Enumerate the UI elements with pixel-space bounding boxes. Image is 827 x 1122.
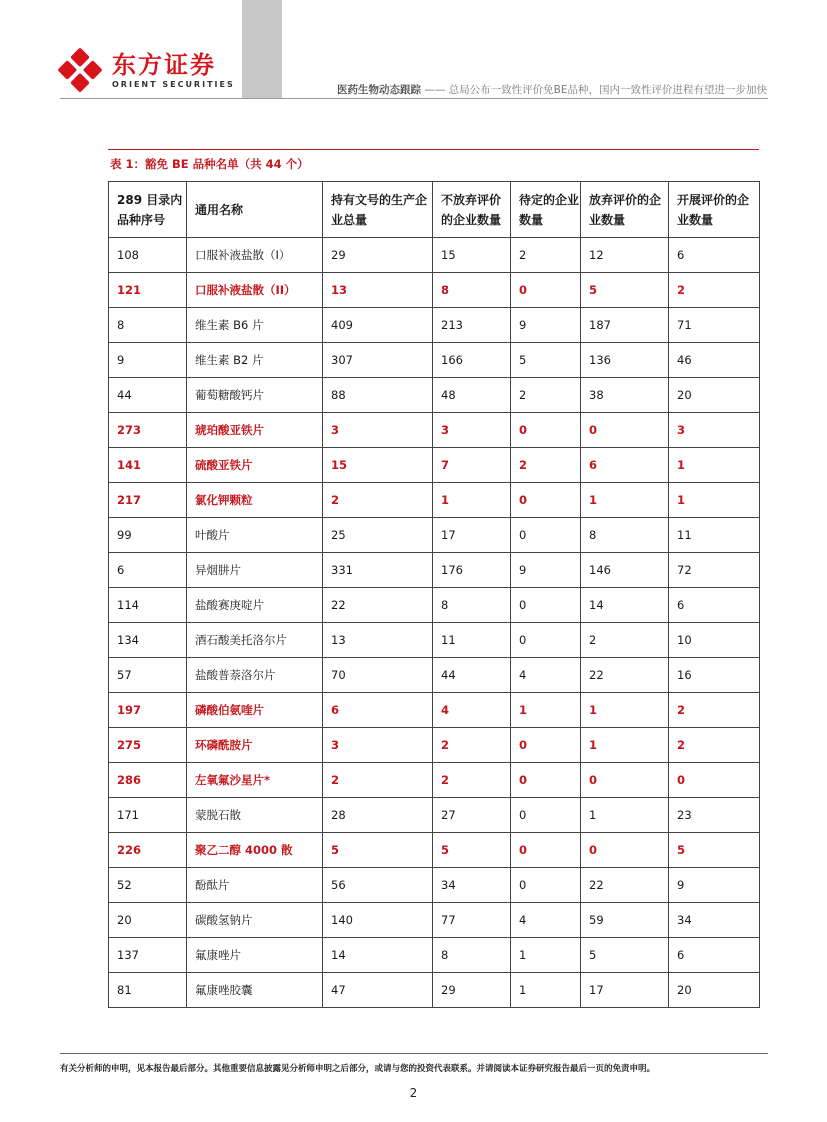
table-row: [109, 623, 760, 658]
page-number: 2: [409, 1086, 418, 1100]
table-cell: 22: [323, 588, 433, 623]
table-cell: 217: [109, 483, 187, 518]
table-cell: 硫酸亚铁片: [187, 448, 323, 483]
table-cell: 23: [669, 798, 760, 833]
table-cell: 121: [109, 273, 187, 308]
table-cell: 25: [323, 518, 433, 553]
table-cell: 13: [323, 623, 433, 658]
table-cell: 口服补液盐散（II）: [187, 273, 323, 308]
table-cell: 59: [581, 903, 669, 938]
table-cell: 1: [581, 483, 669, 518]
table-cell: 酒石酸美托洛尔片: [187, 623, 323, 658]
table-cell: 166: [433, 343, 511, 378]
table-row: [109, 238, 760, 273]
table-cell: 1: [511, 938, 581, 973]
table-cell: 9: [511, 553, 581, 588]
table-cell: 左氧氟沙星片*: [187, 763, 323, 798]
table-cell: 72: [669, 553, 760, 588]
table-cell: 蒙脱石散: [187, 798, 323, 833]
table-cell: 146: [581, 553, 669, 588]
table-cell: 5: [581, 938, 669, 973]
table-row: [109, 308, 760, 343]
table-cell: 20: [109, 903, 187, 938]
table-cell: 6: [669, 938, 760, 973]
table-cell: 81: [109, 973, 187, 1008]
table-cell: 0: [511, 413, 581, 448]
column-header: 待定的企业数量: [511, 182, 581, 238]
table-row: [109, 378, 760, 413]
table-row: [109, 693, 760, 728]
brand-name-en: ORIENT SECURITIES: [112, 79, 235, 89]
table-cell: 2: [669, 693, 760, 728]
table-cell: 52: [109, 868, 187, 903]
table-cell: 29: [433, 973, 511, 1008]
table-cell: 1: [669, 483, 760, 518]
table-cell: 12: [581, 238, 669, 273]
table-cell: 6: [323, 693, 433, 728]
table-cell: 0: [581, 763, 669, 798]
table-cell: 5: [581, 273, 669, 308]
table-cell: 异烟肼片: [187, 553, 323, 588]
table-cell: 2: [669, 728, 760, 763]
table-cell: 2: [511, 378, 581, 413]
table-cell: 11: [433, 623, 511, 658]
orient-logo-icon: [58, 48, 102, 92]
table-cell: 140: [323, 903, 433, 938]
table-cell: 20: [669, 973, 760, 1008]
table-cell: 琥珀酸亚铁片: [187, 413, 323, 448]
table-row: [109, 938, 760, 973]
caption-rule: [108, 149, 759, 150]
table-row: [109, 413, 760, 448]
table-row: [109, 903, 760, 938]
table-cell: 3: [323, 728, 433, 763]
table-cell: 22: [581, 658, 669, 693]
brand-name-cn: 东方证券: [112, 50, 216, 79]
table-cell: 17: [433, 518, 511, 553]
table-cell: 141: [109, 448, 187, 483]
table-cell: 磷酸伯氨喹片: [187, 693, 323, 728]
table-cell: 葡萄糖酸钙片: [187, 378, 323, 413]
report-title: 总局公布一致性评价免BE品种，国内一致性评价进程有望进一步加快: [448, 84, 767, 96]
table-cell: 0: [511, 868, 581, 903]
table-cell: 8: [433, 273, 511, 308]
table-row: [109, 763, 760, 798]
table-cell: 1: [669, 448, 760, 483]
table-cell: 3: [669, 413, 760, 448]
table-cell: 0: [581, 413, 669, 448]
table-cell: 8: [581, 518, 669, 553]
table-cell: 14: [581, 588, 669, 623]
table-cell: 34: [433, 868, 511, 903]
table-row: [109, 868, 760, 903]
table-cell: 114: [109, 588, 187, 623]
table-cell: 氯化钾颗粒: [187, 483, 323, 518]
table-cell: 226: [109, 833, 187, 868]
table-cell: 5: [669, 833, 760, 868]
table-cell: 5: [323, 833, 433, 868]
table-cell: 307: [323, 343, 433, 378]
table-cell: 38: [581, 378, 669, 413]
table-row: [109, 798, 760, 833]
table-cell: 108: [109, 238, 187, 273]
table-cell: 88: [323, 378, 433, 413]
table-cell: 2: [323, 483, 433, 518]
table-cell: 盐酸普萘洛尔片: [187, 658, 323, 693]
table-cell: 99: [109, 518, 187, 553]
table-cell: 0: [581, 833, 669, 868]
table-cell: 71: [669, 308, 760, 343]
table-cell: 17: [581, 973, 669, 1008]
table-cell: 2: [433, 728, 511, 763]
table-cell: 77: [433, 903, 511, 938]
table-cell: 9: [669, 868, 760, 903]
table-cell: 1: [581, 798, 669, 833]
table-cell: 134: [109, 623, 187, 658]
table-cell: 409: [323, 308, 433, 343]
table-cell: 0: [511, 483, 581, 518]
table-cell: 56: [323, 868, 433, 903]
column-header: 不放弃评价的企业数量: [433, 182, 511, 238]
table-cell: 286: [109, 763, 187, 798]
table-cell: 15: [433, 238, 511, 273]
table-cell: 1: [433, 483, 511, 518]
table-cell: 331: [323, 553, 433, 588]
table-cell: 22: [581, 868, 669, 903]
table-cell: 171: [109, 798, 187, 833]
table-cell: 1: [581, 693, 669, 728]
table-cell: 70: [323, 658, 433, 693]
table-row: [109, 833, 760, 868]
table-cell: 11: [669, 518, 760, 553]
table-cell: 137: [109, 938, 187, 973]
table-cell: 1: [511, 973, 581, 1008]
table-cell: 187: [581, 308, 669, 343]
table-cell: 213: [433, 308, 511, 343]
table-cell: 136: [581, 343, 669, 378]
table-row: [109, 973, 760, 1008]
table-cell: 叶酸片: [187, 518, 323, 553]
table-cell: 聚乙二醇 4000 散: [187, 833, 323, 868]
table-cell: 47: [323, 973, 433, 1008]
table-cell: 氟康唑胶囊: [187, 973, 323, 1008]
table-cell: 4: [433, 693, 511, 728]
column-header: 289 目录内品种序号: [109, 182, 187, 238]
table-cell: 13: [323, 273, 433, 308]
table-cell: 6: [669, 238, 760, 273]
table-row: [109, 343, 760, 378]
table-row: [109, 728, 760, 763]
table-cell: 9: [511, 308, 581, 343]
table-cell: 2: [433, 763, 511, 798]
column-header: 开展评价的企业数量: [669, 182, 760, 238]
table-cell: 1: [511, 693, 581, 728]
table-cell: 46: [669, 343, 760, 378]
table-cell: 2: [511, 238, 581, 273]
brand-logo: [58, 48, 235, 92]
table-cell: 4: [511, 903, 581, 938]
disclaimer: 有关分析师的申明，见本报告最后部分。其他重要信息披露见分析师申明之后部分，或请与您的投资代表联系。并请阅读本证券研究报告最后一页的免责申明。: [60, 1064, 656, 1074]
table-cell: 14: [323, 938, 433, 973]
table-cell: 2: [669, 273, 760, 308]
table-cell: 6: [581, 448, 669, 483]
table-cell: 酚酞片: [187, 868, 323, 903]
table-cell: 27: [433, 798, 511, 833]
table-cell: 8: [433, 938, 511, 973]
table-cell: 0: [511, 518, 581, 553]
column-header: 通用名称: [187, 182, 323, 238]
table-cell: 176: [433, 553, 511, 588]
table-cell: 2: [323, 763, 433, 798]
table-cell: 44: [109, 378, 187, 413]
table-cell: 10: [669, 623, 760, 658]
table-cell: 0: [511, 798, 581, 833]
table-cell: 275: [109, 728, 187, 763]
table-cell: 34: [669, 903, 760, 938]
header-separator: ——: [424, 84, 446, 96]
table-cell: 29: [323, 238, 433, 273]
table-row: [109, 588, 760, 623]
table-cell: 57: [109, 658, 187, 693]
table-cell: 44: [433, 658, 511, 693]
table-cell: 3: [323, 413, 433, 448]
table-cell: 8: [109, 308, 187, 343]
table-caption: 表 1：豁免 BE 品种名单（共 44 个）: [110, 157, 309, 171]
table-cell: 273: [109, 413, 187, 448]
table-row: [109, 658, 760, 693]
table-cell: 碳酸氢钠片: [187, 903, 323, 938]
column-header: 持有文号的生产企业总量: [323, 182, 433, 238]
table-row: [109, 448, 760, 483]
table-row: [109, 483, 760, 518]
table-cell: 环磷酰胺片: [187, 728, 323, 763]
table-row: [109, 273, 760, 308]
be-exempt-table: [108, 181, 760, 1008]
table-cell: 5: [433, 833, 511, 868]
table-cell: 盐酸赛庚啶片: [187, 588, 323, 623]
table-row: [109, 553, 760, 588]
header-divider: [60, 98, 768, 99]
report-header: [337, 82, 767, 97]
table-cell: 口服补液盐散（I）: [187, 238, 323, 273]
table-cell: 4: [511, 658, 581, 693]
table-cell: 2: [511, 448, 581, 483]
column-header: 放弃评价的企业数量: [581, 182, 669, 238]
table-cell: 5: [511, 343, 581, 378]
table-cell: 0: [511, 833, 581, 868]
table-row: [109, 518, 760, 553]
table-cell: 1: [581, 728, 669, 763]
table-header-row: [109, 182, 760, 238]
table-cell: 氟康唑片: [187, 938, 323, 973]
table-cell: 维生素 B6 片: [187, 308, 323, 343]
table-cell: 16: [669, 658, 760, 693]
table-cell: 维生素 B2 片: [187, 343, 323, 378]
report-section: 医药生物动态跟踪: [336, 84, 421, 96]
table-cell: 0: [669, 763, 760, 798]
table-cell: 3: [433, 413, 511, 448]
header-accent-bar: [242, 0, 282, 98]
table-cell: 9: [109, 343, 187, 378]
table-cell: 0: [511, 728, 581, 763]
table-cell: 15: [323, 448, 433, 483]
table-cell: 197: [109, 693, 187, 728]
table-cell: 0: [511, 588, 581, 623]
table-cell: 0: [511, 273, 581, 308]
table-cell: 0: [511, 623, 581, 658]
table-cell: 48: [433, 378, 511, 413]
table-cell: 7: [433, 448, 511, 483]
table-cell: 20: [669, 378, 760, 413]
table-cell: 2: [581, 623, 669, 658]
table-cell: 0: [511, 763, 581, 798]
footer-divider: [60, 1053, 768, 1054]
table-cell: 28: [323, 798, 433, 833]
table-cell: 6: [109, 553, 187, 588]
table-cell: 8: [433, 588, 511, 623]
table-cell: 6: [669, 588, 760, 623]
